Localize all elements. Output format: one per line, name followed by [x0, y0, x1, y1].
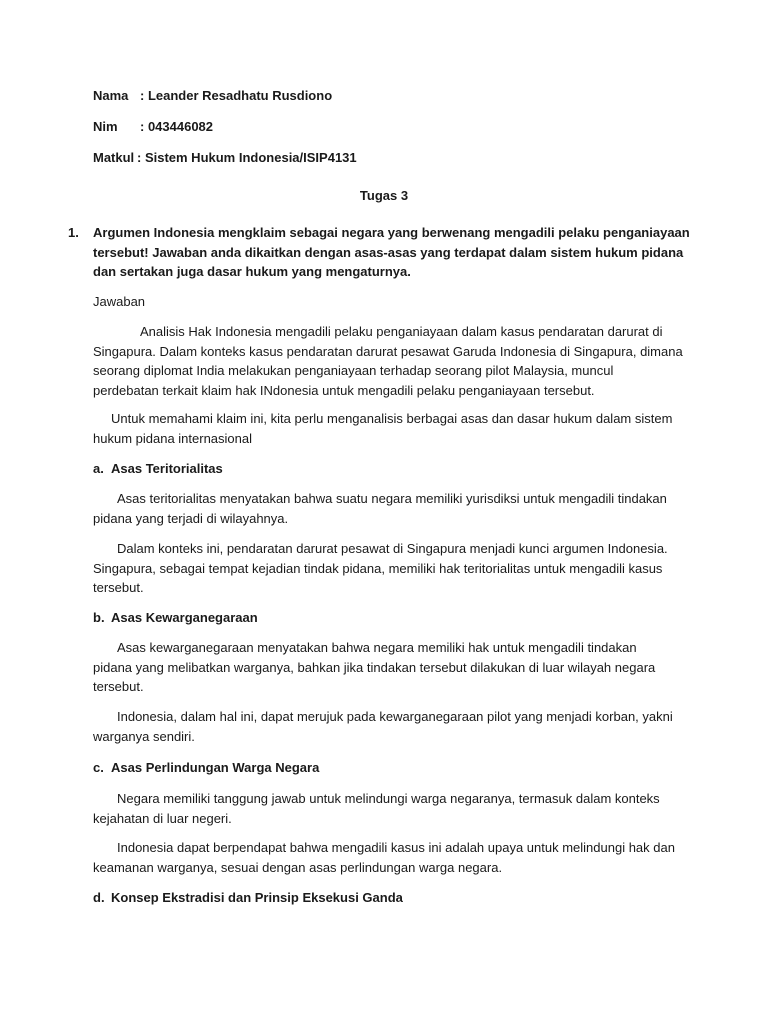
paragraph-line: Singapura, sebagai tempat kejadian tindak pidana, memiliki hak teritorialitas untuk mengadili kasus: [93, 560, 663, 576]
answer-paragraph-1: [93, 322, 683, 400]
paragraph-line: seorang diplomat India melakukan penganiayaan terhadap seorang pilot Malaysia, muncul: [93, 363, 614, 378]
paragraph-line: Asas teritorialitas menyatakan bahwa suatu negara memiliki yurisdiksi untuk mengadili tindakan: [117, 491, 667, 506]
question-line: Argumen Indonesia mengklaim sebagai negara yang berwenang mengadili pelaku penganiayaan: [93, 225, 690, 240]
answer-label: Jawaban: [93, 294, 146, 309]
paragraph-line: Dalam konteks ini, pendaratan darurat pesawat di Singapura menjadi kunci argumen Indonesia.: [117, 541, 668, 556]
paragraph-line: keamanan warganya, sesuai dengan asas perlindungan warga negara.: [93, 859, 503, 875]
paragraph-line: Singapura. Dalam konteks kasus pendaratan darurat pesawat Garuda Indonesia di Singapura, dimana: [93, 343, 683, 359]
section-a-paragraph-2: [93, 539, 683, 598]
name-value: : Leander Resadhatu Rusdiono: [140, 88, 333, 103]
section-b-paragraph-1: [93, 638, 683, 697]
matkul-label: Matkul: [93, 150, 135, 165]
answer-paragraph-2: [93, 409, 683, 448]
paragraph-line: warganya sendiri.: [93, 728, 195, 744]
paragraph-line: Analisis Hak Indonesia mengadili pelaku penganiayaan dalam kasus pendaratan darurat di: [140, 324, 663, 339]
section-d-letter: d.: [93, 890, 105, 905]
nim-value: : 043446082: [140, 119, 214, 134]
nim-label: Nim: [93, 119, 118, 134]
paragraph-line: Indonesia, dalam hal ini, dapat merujuk pada kewarganegaraan pilot yang menjadi korban, yakni: [117, 709, 673, 724]
section-b-letter: b.: [93, 610, 105, 625]
section-d-heading: Konsep Ekstradisi dan Prinsip Eksekusi Ganda: [111, 890, 403, 905]
section-c-letter: c.: [93, 760, 104, 775]
section-c-paragraph-2: [93, 838, 683, 877]
paragraph-line: perdebatan terkait klaim hak INdonesia untuk mengadili pelaku penganiayaan tersebut.: [93, 382, 595, 398]
paragraph-line: pidana yang melibatkan warganya, bahkan jika tindakan tersebut dilakukan di luar wilayah negara: [93, 659, 656, 675]
question-text: [93, 223, 690, 282]
paragraph-line: hukum pidana internasional: [93, 430, 252, 446]
question-line: dan sertakan juga dasar hukum yang mengaturnya.: [93, 264, 411, 279]
paragraph-line: Negara memiliki tanggung jawab untuk melindungi warga negaranya, termasuk dalam konteks: [117, 791, 660, 806]
section-a-paragraph-1: [93, 489, 683, 528]
question-number: 1.: [68, 225, 79, 240]
paragraph-line: Indonesia dapat berpendapat bahwa mengadili kasus ini adalah upaya untuk melindungi hak dan: [117, 840, 675, 855]
section-b-heading: Asas Kewarganegaraan: [111, 610, 258, 625]
matkul-value: : Sistem Hukum Indonesia/ISIP4131: [137, 150, 357, 165]
question-line: tersebut! Jawaban anda dikaitkan dengan asas-asas yang terdapat dalam sistem hukum pidana: [93, 244, 684, 260]
paragraph-line: tersebut.: [93, 679, 144, 694]
paragraph-line: tersebut.: [93, 580, 144, 595]
paragraph-line: Untuk memahami klaim ini, kita perlu menganalisis berbagai asas dan dasar hukum dalam sistem: [111, 411, 673, 426]
section-b-paragraph-2: [93, 707, 683, 746]
section-a-heading: Asas Teritorialitas: [111, 461, 223, 476]
paragraph-line: kejahatan di luar negeri.: [93, 810, 232, 826]
section-a-letter: a.: [93, 461, 104, 476]
paragraph-line: pidana yang terjadi di wilayahnya.: [93, 510, 289, 526]
document-title: Tugas 3: [359, 188, 409, 203]
name-label: Nama: [93, 88, 129, 103]
section-c-heading: Asas Perlindungan Warga Negara: [111, 760, 320, 775]
section-c-paragraph-1: [93, 789, 683, 828]
paragraph-line: Asas kewarganegaraan menyatakan bahwa negara memiliki hak untuk mengadili tindakan: [117, 640, 637, 655]
